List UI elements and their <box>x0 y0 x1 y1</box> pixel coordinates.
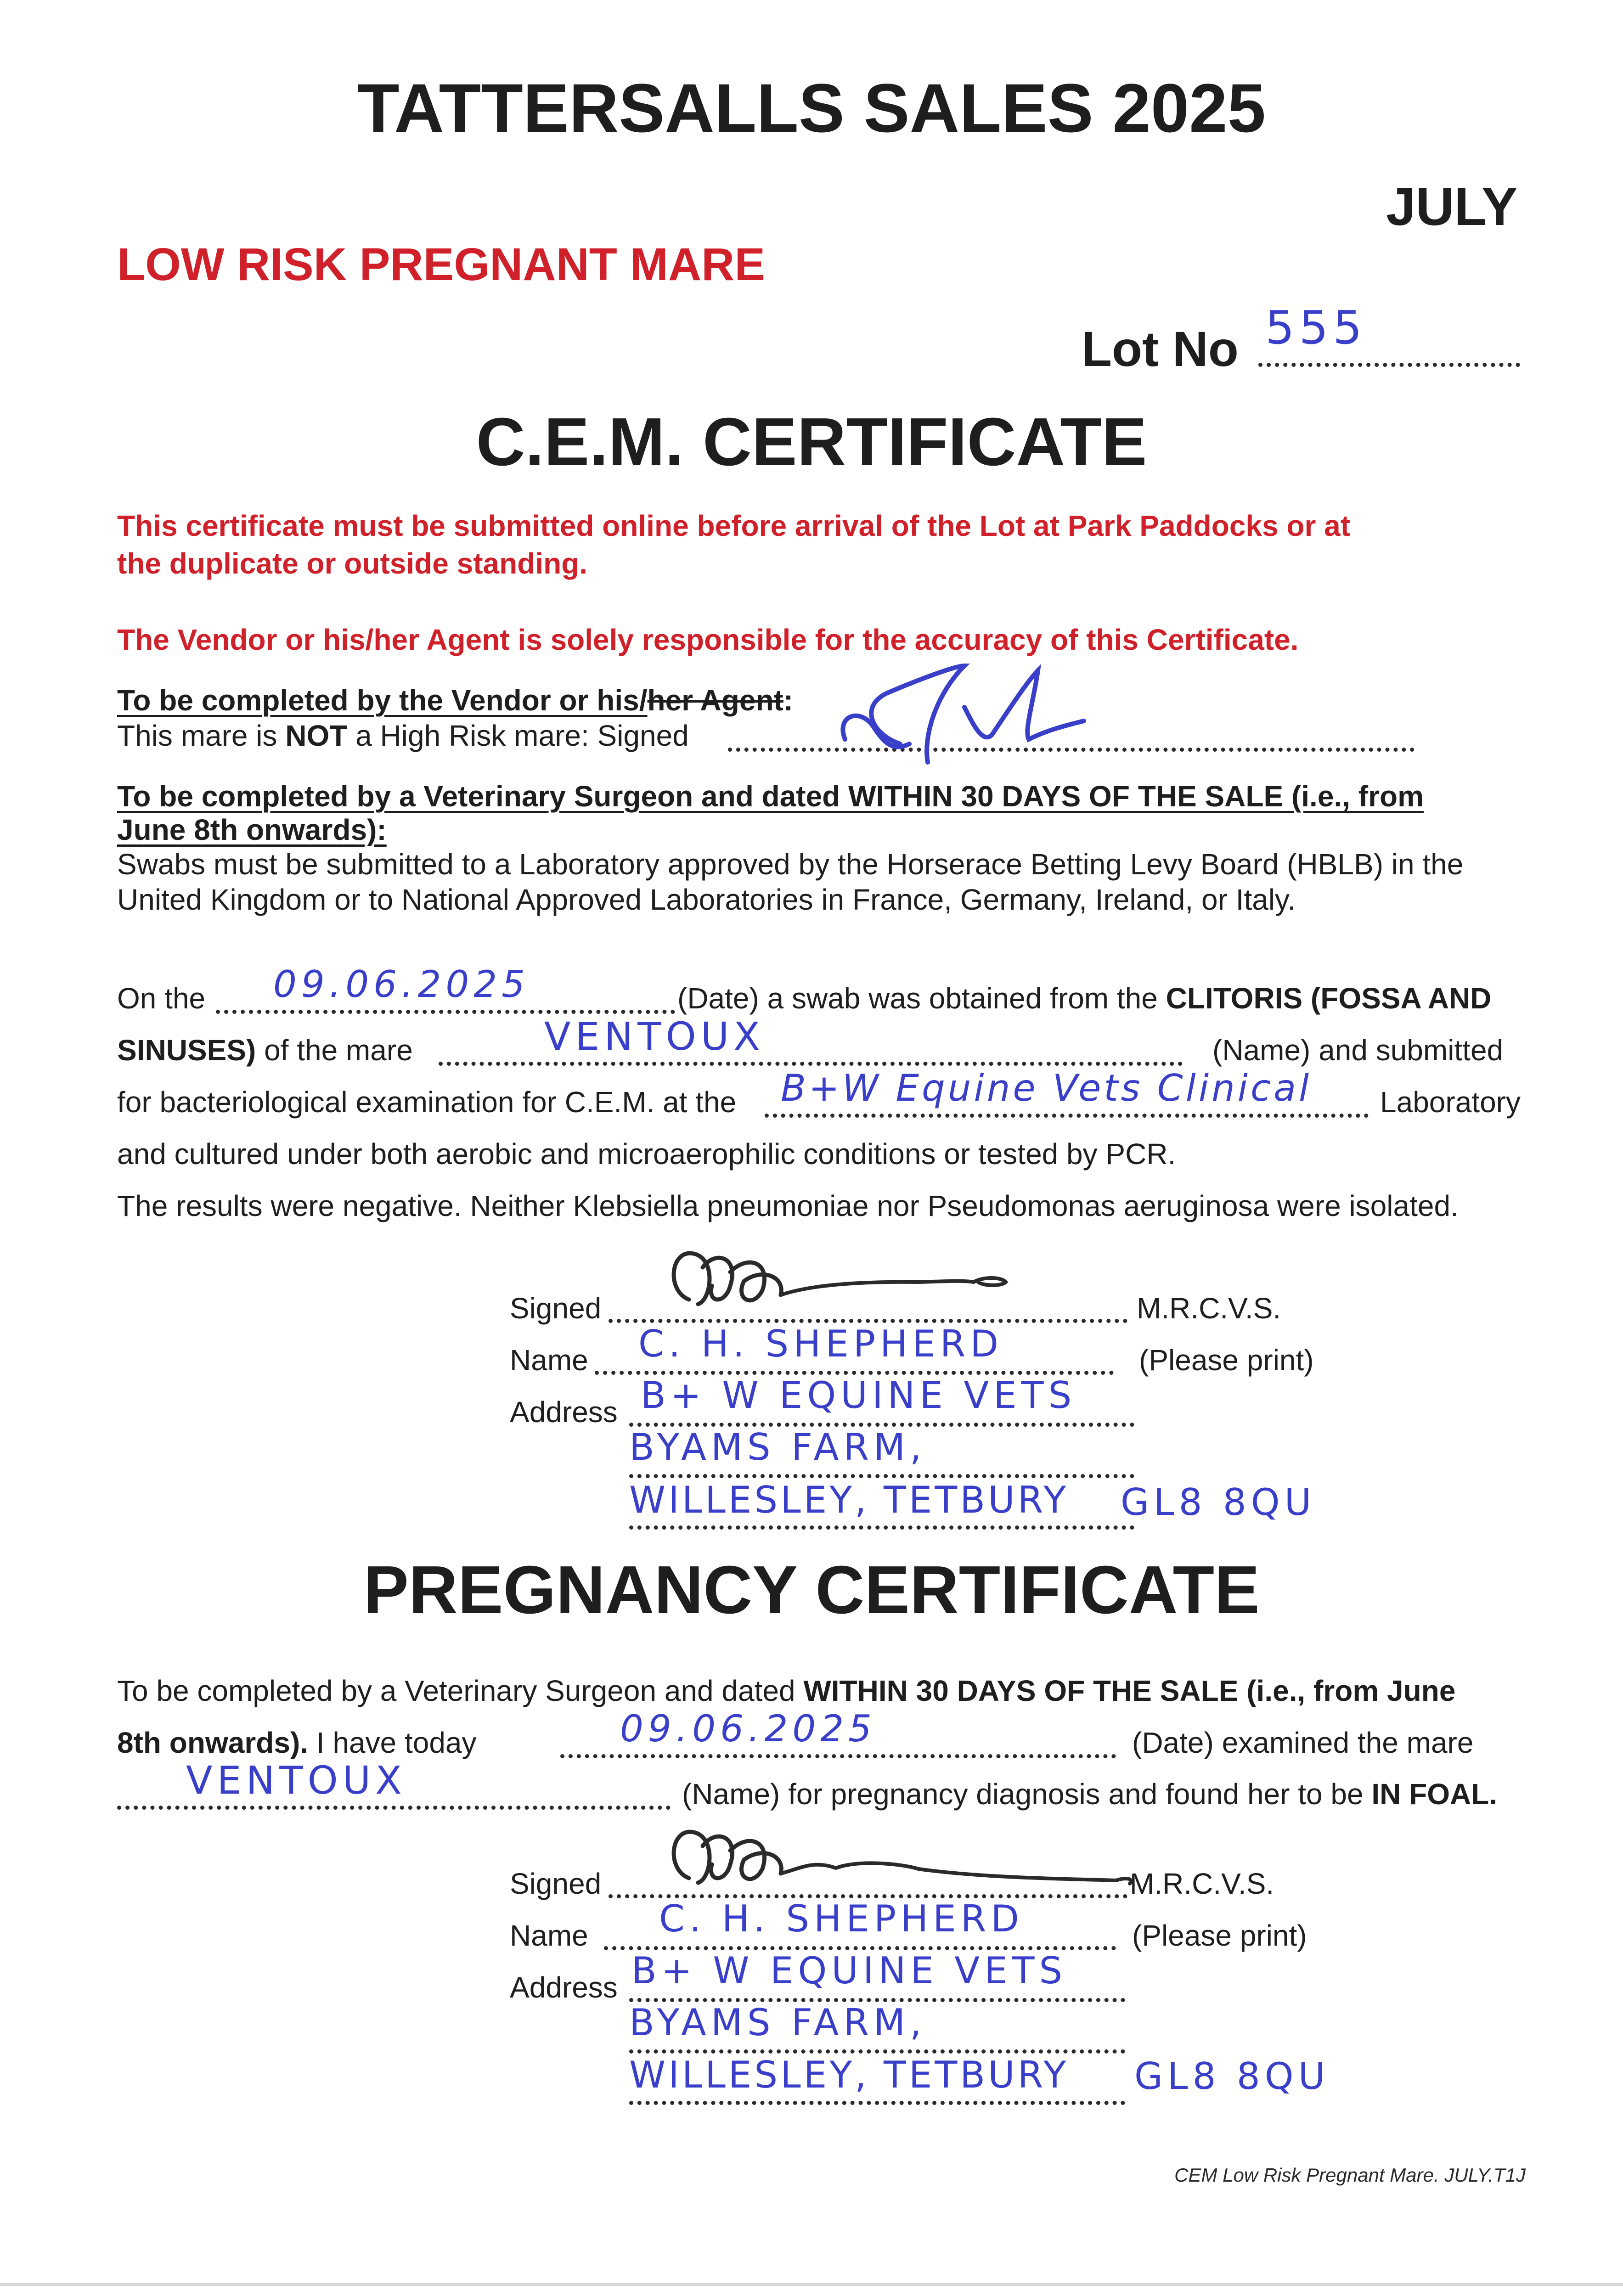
cem-vet-signature <box>661 1231 1029 1322</box>
vet-heading-1: To be completed by a Veterinary Surgeon and dated WITHIN 30 DAYS OF THE SALE (i.e., from <box>117 780 1424 813</box>
cem-notice-1: This certificate must be submitted online before arrival of the Lot at Park Paddocks or at <box>117 509 1351 542</box>
preg-in-foal: IN FOAL. <box>1371 1778 1498 1811</box>
cem-mrcvs: M.R.C.V.S. <box>1137 1292 1281 1325</box>
vendor-signature <box>817 652 1102 771</box>
laboratory-line <box>117 1067 1522 1122</box>
swab-text-2: United Kingdom or to National Approved Laboratories in France, Germany, Ireland, or Italy. <box>117 883 1296 916</box>
cem-address-3: WILLESLEY, TETBURY <box>629 1479 1069 1521</box>
preg-line3-a: (Name) for pregnancy diagnosis and found her to be <box>682 1778 1372 1811</box>
cem-please-print: (Please print) <box>1139 1344 1314 1377</box>
swab-text-1: Swabs must be submitted to a Laboratory approved by the Horserace Betting Levy Board (HBLB) in the <box>117 848 1464 881</box>
preg-vet-signature <box>661 1809 1139 1901</box>
preg-signed-label: Signed <box>510 1867 602 1900</box>
pregnancy-line-2 <box>117 1707 1522 1762</box>
exam-prefix: for bacteriological examination for C.E.M. at the <box>117 1086 737 1119</box>
vet-heading-2: June 8th onwards): <box>117 813 387 846</box>
page-title: TATTERSALLS SALES 2025 <box>357 69 1266 146</box>
swab-date-line <box>117 963 1522 1018</box>
cem-name-label: Name <box>510 1344 588 1377</box>
risk-label: LOW RISK PREGNANT MARE <box>117 239 766 290</box>
swab-date-suffix <box>677 981 1491 1015</box>
lot-label: Lot No <box>1082 321 1239 377</box>
lab-suffix: Laboratory <box>1380 1086 1521 1119</box>
cem-address-label: Address <box>510 1396 618 1429</box>
cem-heading: C.E.M. CERTIFICATE <box>476 404 1147 480</box>
form-code: CEM Low Risk Pregnant Mare. JULY.T1J <box>1174 2164 1526 2186</box>
vendor-line-b: a High Risk mare: Signed <box>347 719 689 752</box>
sale-month: JULY <box>1386 177 1517 236</box>
lot-number-field <box>1082 301 1522 377</box>
preg-line2-a: 8th onwards). <box>117 1726 309 1759</box>
vendor-heading-text: To be completed by the Vendor or his/ <box>117 684 648 717</box>
cem-address-2: BYAMS FARM, <box>629 1426 926 1469</box>
preg-address-2: BYAMS FARM, <box>629 2001 926 2044</box>
preg-vet-name-value: C. H. SHEPHERD <box>659 1897 1024 1940</box>
preg-address-3: WILLESLEY, TETBURY <box>629 2054 1069 2096</box>
preg-date-value: 09.06.2025 <box>620 1707 877 1750</box>
mare-name-line <box>117 1014 1522 1070</box>
cem-address-1: B+ W EQUINE VETS <box>641 1374 1076 1417</box>
preg-mare-name-value: VENTOUX <box>186 1758 406 1803</box>
preg-name-label: Name <box>510 1919 588 1952</box>
pregnancy-line-1 <box>117 1674 1455 1708</box>
preg-line3 <box>682 1777 1497 1811</box>
preg-please-print: (Please print) <box>1132 1919 1307 1952</box>
sinuses-b: of the mare <box>256 1034 413 1067</box>
vendor-line-not: NOT <box>285 719 348 752</box>
preg-address-label: Address <box>510 1971 618 2004</box>
vendor-heading-colon: : <box>783 684 794 717</box>
scan-edge-line <box>0 2283 1623 2286</box>
cem-signed-label: Signed <box>510 1292 602 1325</box>
preg-postcode: GL8 8QU <box>1134 2055 1330 2098</box>
vendor-heading <box>117 683 793 717</box>
vendor-declaration <box>117 719 689 753</box>
results-text: The results were negative. Neither Klebsiella pneumoniae nor Pseudomonas aeruginosa were isolated. <box>117 1189 1459 1222</box>
preg-address-1: B+ W EQUINE VETS <box>631 1949 1067 1992</box>
preg-line1-b: WITHIN 30 DAYS OF THE SALE (i.e., from June <box>803 1674 1456 1707</box>
date-suffix-b: CLITORIS (FOSSA AND <box>1166 982 1492 1015</box>
sinuses-a: SINUSES) <box>117 1034 256 1067</box>
preg-line2-b: I have today <box>308 1726 477 1759</box>
swab-date-value: 09.06.2025 <box>273 963 530 1006</box>
cem-postcode: GL8 8QU <box>1121 1481 1316 1524</box>
preg-line2-left <box>117 1726 477 1760</box>
cem-vet-name-value: C. H. SHEPHERD <box>638 1322 1003 1365</box>
on-the-label: On the <box>117 982 206 1015</box>
cem-notice-2: the duplicate or outside standing. <box>117 547 588 580</box>
sinuses-text <box>117 1033 413 1067</box>
cem-mare-name-value: VENTOUX <box>544 1014 765 1059</box>
lot-number-value: 555 <box>1265 301 1367 355</box>
vendor-heading-struck: her Agent <box>647 684 783 717</box>
date-suffix-a: (Date) a swab was obtained from the <box>677 982 1166 1015</box>
pregnancy-line-3 <box>117 1758 1522 1814</box>
name-suffix: (Name) and submitted <box>1212 1034 1504 1067</box>
preg-mrcvs: M.R.C.V.S. <box>1130 1867 1274 1900</box>
preg-line2-c: (Date) examined the mare <box>1132 1726 1474 1759</box>
preg-line1-a: To be completed by a Veterinary Surgeon and dated <box>117 1674 804 1707</box>
pregnancy-heading: PREGNANCY CERTIFICATE <box>363 1552 1260 1628</box>
cultured-text: and cultured under both aerobic and microaerophilic conditions or tested by PCR. <box>117 1137 1176 1171</box>
cem-notice-3: The Vendor or his/her Agent is solely responsible for the accuracy of this Certificate. <box>117 623 1299 656</box>
vendor-line-a: This mare is <box>117 719 286 752</box>
lab-value: B+W Equine Vets Clinical <box>781 1067 1312 1109</box>
